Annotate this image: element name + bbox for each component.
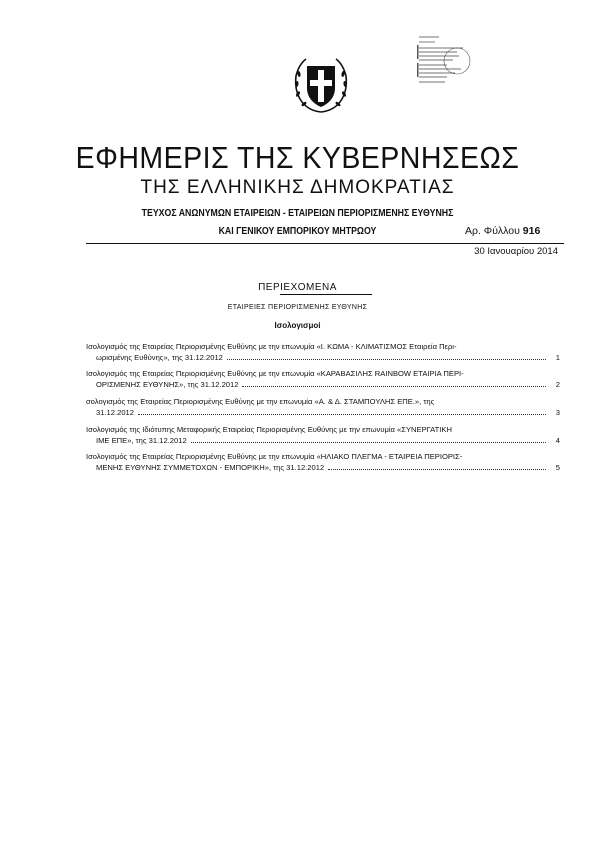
toc-page-number: 1: [555, 352, 560, 362]
toc-entry-line2: ΟΡΙΣΜΕΝΗΣ ΕΥΘΥΝΗΣ», της 31.12.2012: [96, 379, 239, 389]
issue-date: 30 Ιανουαρίου 2014: [474, 246, 558, 257]
toc-entry-line1: Ισολογισμός της Εταιρείας Περιορισμένης Ευθύνης με την επωνυμία «ΚΑΡΑΒΑΣΙΛΗΣ RAINBOW ΕΤΑΙΡΙΑ ΠΕΡΙ-: [86, 369, 464, 378]
toc-page-number: 4: [555, 435, 560, 445]
toc-page-number: 2: [555, 379, 560, 389]
toc-leader-dots: [328, 469, 546, 470]
contents-heading: ΠΕΡΙΕΧΟΜΕΝΑ: [258, 282, 337, 293]
toc-entry-line2: ωρισμένης Ευθύνης», της 31.12.2012: [96, 352, 223, 362]
toc-leader-dots: [227, 359, 546, 360]
sheet-label: Αρ. Φύλλου: [465, 225, 520, 237]
toc-page-number: 5: [555, 462, 560, 472]
sheet-number: 916: [522, 225, 541, 237]
greek-coat-of-arms-icon: [290, 54, 352, 116]
toc-entry-line2: 31.12.2012: [96, 407, 135, 417]
toc-page-number: 3: [555, 407, 560, 417]
header-divider: [86, 243, 564, 244]
contents-underline: [280, 294, 372, 295]
toc-entry[interactable]: [86, 369, 560, 390]
sheet-number-label: [465, 225, 540, 237]
toc-entry[interactable]: [86, 397, 560, 418]
digital-signature-stamp-icon: [417, 33, 477, 93]
toc-entry[interactable]: [86, 452, 560, 473]
series-line-1: ΤΕΥΧΟΣ ΑΝΩΝΥΜΩΝ ΕΤΑΙΡΕΙΩΝ - ΕΤΑΙΡΕΙΩΝ ΠΕΡΙΟΡΙΣΜΕΝΗΣ ΕΥΘΥΝΗΣ: [141, 208, 454, 219]
toc-entry-line1: Ισολογισμός της Εταιρείας Περιορισμένης Ευθύνης με την επωνυμία «ΗΛΙΑΚΟ ΠΛΕΓΜΑ - ΕΤΑΙΡΕΙΑ ΠΕΡΙΟΡΙΣ-: [86, 452, 463, 461]
toc-entry-line2: ΜΕΝΗΣ ΕΥΘΥΝΗΣ ΣΥΜΜΕΤΟΧΩΝ - ΕΜΠΟΡΙΚΗ», της 31.12.2012: [96, 462, 325, 472]
gazette-subtitle: ΤΗΣ ΕΛΛΗΝΙΚΗΣ ΔΗΜΟΚΡΑΤΙΑΣ: [140, 177, 455, 198]
toc-entry-line2: ΙΜΕ ΕΠΕ», της 31.12.2012: [96, 435, 187, 445]
toc-entry-line1: σολογισμός της Εταιρείας Περιορισμένης Ευθύνης με την επωνυμία «Α. & Δ. ΣΤΑΜΠΟΥΛΗΣ ΕΠΕ.», της: [86, 397, 435, 406]
toc-leader-dots: [191, 442, 546, 443]
toc-entry[interactable]: [86, 342, 560, 363]
toc-leader-dots: [138, 414, 546, 415]
gazette-title: ΕΦΗΜΕΡΙΣ ΤΗΣ ΚΥΒΕΡΝΗΣΕΩΣ: [75, 140, 520, 175]
toc-entry-line1: Ισολογισμός της Εταιρείας Περιορισμένης Ευθύνης με την επωνυμία «Ι. ΚΩΜΑ - ΚΛΙΜΑΤΙΣΜΟΣ Εταιρεία Περι-: [86, 342, 457, 351]
section-heading: ΕΤΑΙΡΕΙΕΣ ΠΕΡΙΟΡΙΣΜΕΝΗΣ ΕΥΘΥΝΗΣ: [227, 304, 368, 311]
toc-entry[interactable]: [86, 425, 560, 446]
toc-leader-dots: [242, 386, 546, 387]
series-line-2: ΚΑΙ ΓΕΝΙΚΟΥ ΕΜΠΟΡΙΚΟΥ ΜΗΤΡΩΟΥ: [218, 226, 377, 237]
subsection-heading: Ισολογισμοί: [274, 321, 321, 330]
toc-entry-line1: Ισολογισμός της Ιδιότυπης Μεταφορικής Εταιρείας Περιορισμένης Ευθύνης με την επωνυμία «ΣΥΝΕΡΓΑΤΙΚΗ: [86, 425, 452, 434]
